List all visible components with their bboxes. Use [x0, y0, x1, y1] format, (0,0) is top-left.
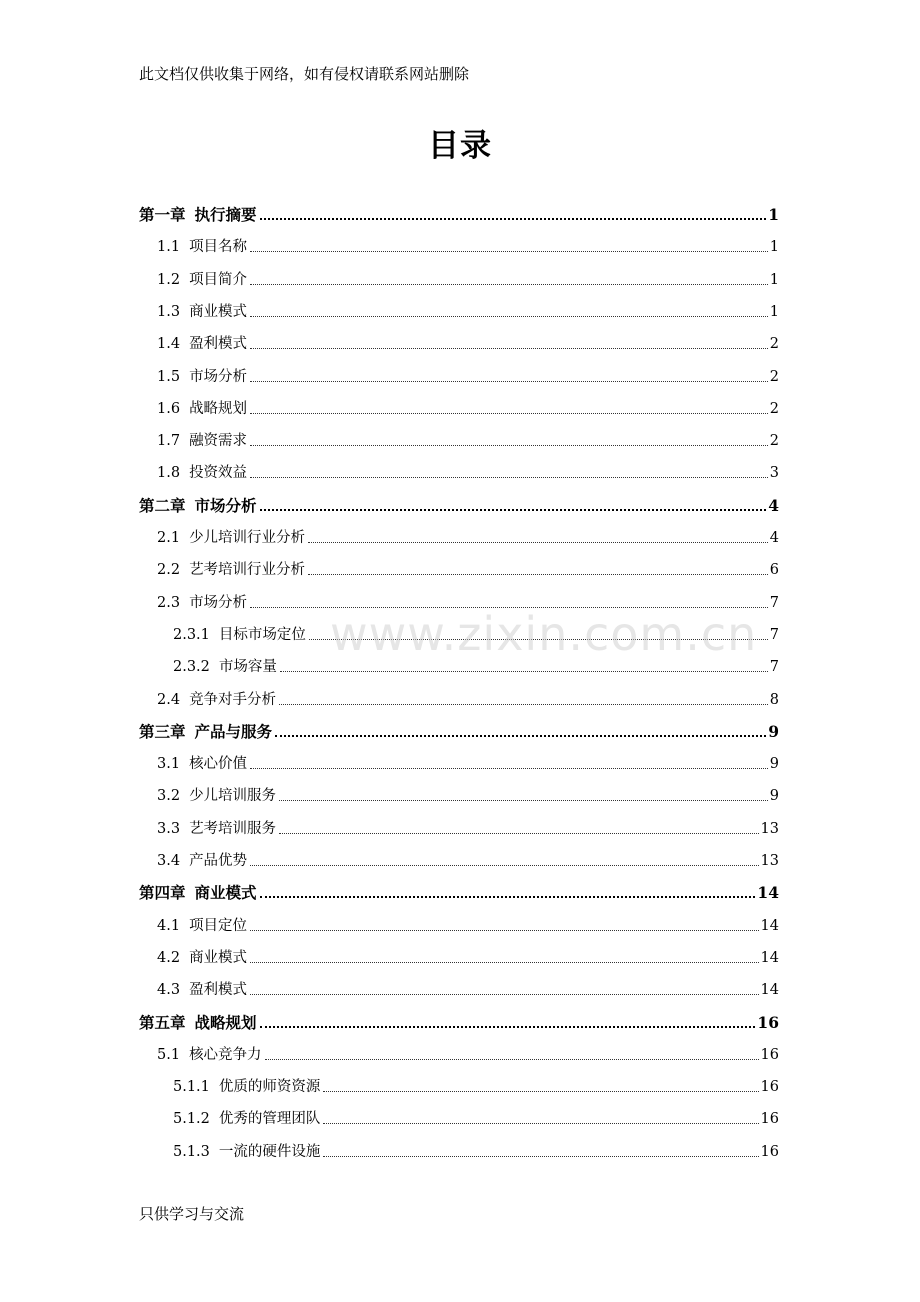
toc-dot-leader	[323, 1123, 758, 1124]
toc-chapter-entry[interactable]	[139, 879, 779, 903]
toc-dot-leader	[250, 930, 758, 931]
toc-entry-title: 目标市场定位	[218, 626, 306, 643]
toc-page-number: 4	[768, 495, 779, 515]
toc-entry-title: 项目名称	[189, 239, 248, 256]
toc-entry-number: 4.2	[157, 949, 181, 966]
toc-chapter-entry[interactable]	[139, 492, 779, 516]
toc-dot-leader	[250, 768, 768, 769]
toc-section-entry[interactable]	[157, 847, 779, 871]
toc-page-number: 2	[769, 400, 779, 417]
toc-page-number: 16	[760, 1111, 779, 1128]
toc-page-number: 16	[760, 1079, 779, 1096]
toc-page-number: 16	[760, 1046, 779, 1063]
toc-page-number: 4	[769, 530, 779, 546]
toc-dot-leader	[250, 251, 768, 252]
toc-page-number: 9	[769, 756, 779, 773]
toc-entry-title: 核心竞争力	[189, 1046, 262, 1063]
toc-page-number: 14	[757, 883, 779, 903]
toc-entry-title: 少儿培训服务	[189, 788, 277, 805]
toc-entry-number: 5.1	[157, 1046, 181, 1063]
toc-page-number: 1	[768, 205, 779, 224]
toc-entry-number: 5.1.2	[173, 1111, 210, 1128]
toc-section-entry[interactable]	[157, 427, 779, 451]
toc-entry-number: 2.3	[157, 594, 181, 611]
watermark: www.zixin.com.cn	[330, 607, 758, 661]
toc-section-entry[interactable]	[157, 459, 779, 483]
toc-entry-title: 产品优势	[189, 853, 248, 869]
toc-section-entry[interactable]	[157, 330, 779, 354]
toc-entry-number: 2.4	[157, 691, 181, 708]
toc-page-number: 2	[769, 368, 779, 385]
toc-subsection-entry[interactable]	[173, 1138, 779, 1162]
toc-dot-leader	[279, 704, 768, 705]
toc-entry-title: 优质的师资资源	[218, 1079, 321, 1096]
toc-entry-title: 核心价值	[189, 756, 248, 773]
toc-page-number: 13	[760, 853, 779, 869]
toc-entry-number: 1.2	[157, 271, 181, 288]
toc-entry-title: 项目简介	[189, 271, 248, 288]
toc-dot-leader	[250, 962, 758, 963]
toc-entry-number: 3.2	[157, 788, 181, 805]
toc-section-entry[interactable]	[157, 912, 779, 936]
toc-page-number: 2	[769, 336, 779, 353]
toc-entry-title: 商业模式	[189, 303, 248, 320]
toc-entry-title: 投资效益	[189, 465, 248, 482]
toc-page-number: 9	[769, 788, 779, 805]
toc-dot-leader	[279, 800, 768, 801]
toc-dot-leader	[250, 445, 768, 446]
toc-entry-number: 2.3.2	[173, 659, 210, 676]
toc-page-number: 3	[769, 465, 779, 482]
toc-entry-title: 市场分析	[189, 594, 248, 611]
toc-entry-title: 竞争对手分析	[189, 691, 277, 708]
toc-dot-leader	[323, 1156, 758, 1157]
page-title: 目录	[428, 128, 492, 164]
toc-entry-number: 第四章	[139, 883, 186, 903]
toc-page-number: 7	[769, 659, 779, 676]
toc-entry-number: 1.3	[157, 303, 181, 320]
toc-section-entry[interactable]	[157, 686, 779, 710]
toc-page-number: 1	[769, 303, 779, 320]
toc-entry-number: 3.1	[157, 756, 181, 773]
toc-section-entry[interactable]	[157, 1041, 779, 1065]
toc-section-entry[interactable]	[157, 944, 779, 968]
toc-dot-leader	[323, 1091, 758, 1092]
toc-chapter-entry[interactable]	[139, 718, 779, 742]
toc-page-number: 16	[760, 1143, 779, 1160]
toc-dot-leader	[250, 477, 768, 478]
footer-note: 只供学习与交流	[139, 1205, 245, 1223]
toc-entry-title: 融资需求	[189, 433, 248, 450]
toc-dot-leader	[260, 509, 767, 511]
toc-section-entry[interactable]	[157, 395, 779, 419]
toc-entry-title: 市场分析	[194, 495, 257, 515]
toc-section-entry[interactable]	[157, 363, 779, 387]
toc-entry-title: 优秀的管理团队	[218, 1111, 321, 1128]
header-disclaimer: 此文档仅供收集于网络，如有侵权请联系网站删除	[139, 65, 470, 83]
toc-section-entry[interactable]	[157, 233, 779, 257]
toc-entry-number: 1.6	[157, 400, 181, 417]
toc-entry-title: 少儿培训行业分析	[189, 530, 306, 546]
toc-dot-leader	[250, 381, 768, 382]
toc-page-number: 14	[760, 982, 779, 999]
toc-entry-title: 一流的硬件设施	[218, 1143, 321, 1160]
toc-entry-number: 2.2	[157, 562, 181, 579]
toc-section-entry[interactable]	[157, 524, 779, 548]
toc-dot-leader	[260, 1026, 756, 1028]
toc-dot-leader	[279, 833, 758, 834]
toc-dot-leader	[260, 218, 767, 220]
toc-entry-number: 2.3.1	[173, 626, 210, 643]
toc-entry-title: 艺考培训行业分析	[189, 562, 306, 579]
toc-dot-leader	[250, 413, 768, 414]
toc-dot-leader	[280, 671, 768, 672]
toc-page-number: 16	[757, 1012, 779, 1032]
toc-entry-title: 战略规划	[194, 1012, 257, 1032]
toc-chapter-entry[interactable]	[139, 201, 779, 225]
toc-page-number: 14	[760, 917, 779, 934]
toc-entry-title: 盈利模式	[189, 336, 248, 353]
toc-chapter-entry[interactable]	[139, 1009, 779, 1033]
toc-section-entry[interactable]	[157, 815, 779, 839]
toc-dot-leader	[250, 865, 758, 866]
toc-entry-title: 战略规划	[189, 400, 248, 417]
toc-section-entry[interactable]	[157, 750, 779, 774]
toc-page-number: 1	[769, 271, 779, 288]
toc-dot-leader	[265, 1059, 759, 1060]
toc-entry-title: 项目定位	[189, 917, 248, 934]
toc-entry-number: 1.8	[157, 465, 181, 482]
toc-dot-leader	[308, 542, 768, 543]
toc-page-number: 7	[769, 626, 779, 643]
toc-page-number: 14	[760, 949, 779, 966]
toc-section-entry[interactable]	[157, 556, 779, 580]
toc-dot-leader	[275, 735, 766, 737]
toc-entry-number: 1.5	[157, 368, 181, 385]
toc-page-number: 7	[769, 594, 779, 611]
toc-entry-number: 第二章	[139, 495, 186, 515]
toc-entry-title: 艺考培训服务	[189, 820, 277, 837]
toc-dot-leader	[308, 574, 768, 575]
toc-entry-number: 4.1	[157, 917, 181, 934]
toc-subsection-entry[interactable]	[173, 1105, 779, 1129]
toc-entry-title: 商业模式	[194, 883, 257, 903]
toc-dot-leader	[250, 994, 758, 995]
toc-dot-leader	[250, 348, 768, 349]
toc-page-number: 6	[769, 562, 779, 579]
toc-entry-number: 1.7	[157, 433, 181, 450]
toc-entry-number: 5.1.1	[173, 1079, 210, 1096]
toc-entry-number: 2.1	[157, 530, 181, 546]
toc-entry-number: 3.3	[157, 820, 181, 837]
toc-entry-number: 3.4	[157, 853, 181, 869]
toc-section-entry[interactable]	[157, 298, 779, 322]
toc-page-number: 8	[769, 691, 779, 708]
toc-subsection-entry[interactable]	[173, 1073, 779, 1097]
toc-entry-title: 盈利模式	[189, 982, 248, 999]
toc-entry-title: 市场分析	[189, 368, 248, 385]
toc-entry-number: 第三章	[139, 721, 186, 741]
toc-entry-number: 5.1.3	[173, 1143, 210, 1160]
toc-entry-number: 4.3	[157, 982, 181, 999]
toc-dot-leader	[260, 896, 756, 898]
toc-entry-title: 商业模式	[189, 949, 248, 966]
toc-entry-title: 执行摘要	[194, 205, 257, 224]
toc-entry-number: 1.1	[157, 239, 181, 256]
toc-section-entry[interactable]	[157, 782, 779, 806]
toc-entry-number: 1.4	[157, 336, 181, 353]
toc-entry-title: 市场容量	[218, 659, 277, 676]
toc-section-entry[interactable]	[157, 976, 779, 1000]
toc-page-number: 13	[760, 820, 779, 837]
toc-entry-number: 第五章	[139, 1012, 186, 1032]
toc-entry-number: 第一章	[139, 205, 186, 224]
toc-dot-leader	[250, 316, 768, 317]
toc-page-number: 2	[769, 433, 779, 450]
toc-page-number: 1	[769, 239, 779, 256]
toc-entry-title: 产品与服务	[194, 721, 273, 741]
toc-section-entry[interactable]	[157, 266, 779, 290]
toc-page-number: 9	[768, 721, 779, 741]
toc-dot-leader	[250, 284, 768, 285]
